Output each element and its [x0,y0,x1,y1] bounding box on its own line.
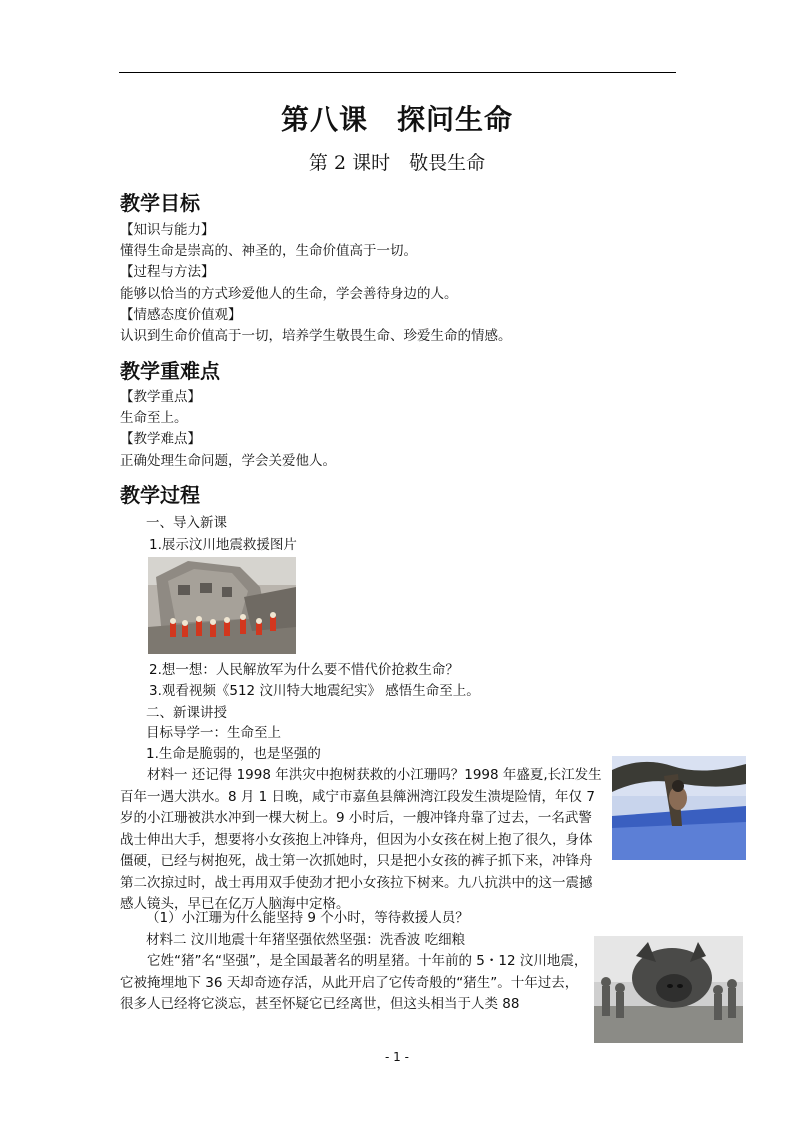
attitude-text: 认识到生命价值高于一切，培养学生敬畏生命、珍爱生命的情感。 [120,328,512,344]
material-two-paragraph: 它姓“猪”名“坚强”，是全国最著名的明星猪。十年前的 5・12 汶川地震，它被掩埋地下 36 天却奇迹存活，从此开启了它传奇般的“猪生”。十年过去，很多人已经将它淡忘，甚至怀疑它已经离世，但这头相当于人类 88 [120,953,588,1012]
knowledge-label: 【知识与能力】 [120,222,215,238]
focus-label: 【教学重点】 [120,389,201,405]
header-rule [119,72,676,73]
section-intro: 一、导入新课 [146,515,227,531]
difficulty-text: 正确处理生命问题，学会关爱他人。 [120,453,336,469]
page-number: - 1 - [385,1050,409,1064]
question-one: （1）小江珊为什么能坚持 9 个小时，等待救援人员？ [146,910,469,926]
knowledge-text: 懂得生命是崇高的、神圣的，生命价值高于一切。 [120,243,417,259]
process-heading: 教学过程 [120,483,200,507]
difficulty-label: 【教学难点】 [120,431,201,447]
keypoints-heading: 教学重难点 [120,359,220,383]
lesson-subtitle: 第 2 课时 敬畏生命 [308,152,486,174]
intro-step-2: 2.想一想：人民解放军为什么要不惜代价抢救生命？ [149,662,459,678]
pig-photo [594,936,743,1043]
focus-text: 生命至上。 [120,410,188,426]
process-label: 【过程与方法】 [120,264,215,280]
process-text: 能够以恰当的方式珍爱他人的生命，学会善待身边的人。 [120,286,458,302]
material-one-paragraph: 材料一 还记得 1998 年洪灾中抱树获救的小江珊吗？1998 年盛夏,长江发生百年一遇大洪水。8 月 1 日晚，咸宁市嘉鱼县簰洲湾江段发生溃堤险情，年仅 7 岁的小江珊被洪水冲到一棵大树上。9 小时后，一艘冲锋舟靠了过去，一名武警战士伸出大手，想要将小女孩抱上冲锋舟，但因为小女孩在树上抱了很久，身体僵硬，已经与树抱死，战士第一次抓她时，只是把小女孩的裤子抓下来，冲锋舟第二次掠过时，战士再用双手使劲才把小女孩拉下树来。九八抗洪中的这一震撼感人镜头，早已在亿万人脑海中定格。 [120,767,602,912]
objectives-heading: 教学目标 [120,191,200,215]
intro-step-1: 1.展示汶川地震救援图片 [149,537,297,553]
flood-tree-photo [612,756,746,860]
point-one: 1.生命是脆弱的，也是坚强的 [146,746,321,762]
attitude-label: 【情感态度价值观】 [120,307,242,323]
earthquake-rescue-photo [148,557,296,654]
goal-one: 目标导学一：生命至上 [146,725,281,741]
material-two-title: 材料二 汶川地震十年猪坚强依然坚强：洗香波 吃细粮 [146,932,466,948]
lesson-title: 第八课 探问生命 [280,103,513,136]
intro-step-3: 3.观看视频《512 汶川特大地震纪实》 感悟生命至上。 [149,683,480,699]
section-new-lesson: 二、新课讲授 [146,705,227,721]
